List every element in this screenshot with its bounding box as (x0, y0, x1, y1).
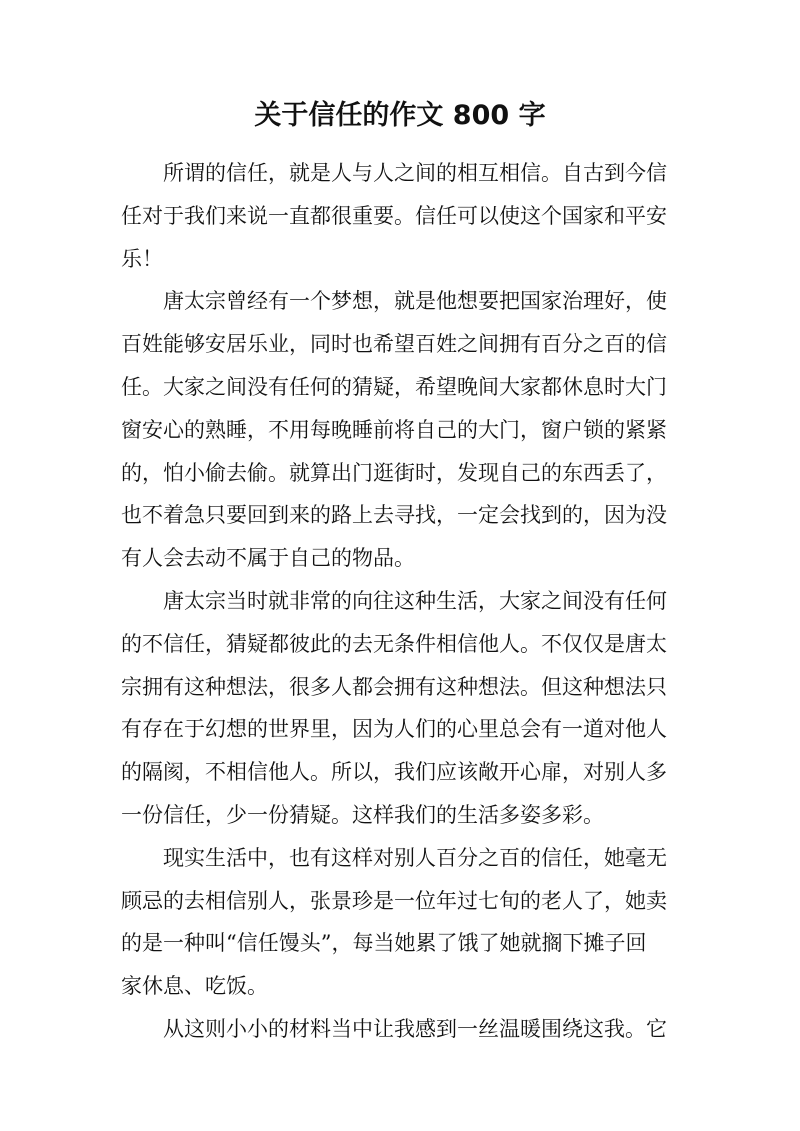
document-title: 关于信任的作文 800 字 (254, 100, 546, 131)
paragraph-1: 所谓的信任，就是人与人之间的相互相信。自古到今信 任对于我们来说一直都很重要。信任可以使这个国家和平安 乐！ (121, 161, 667, 271)
paragraph-4: 现实生活中，也有这样对别人百分之百的信任，她毫无 顾忌的去相信别人，张景珍是一位年过七旬的老人了，她卖 的是一种叫“信任馒头”，每当她累了饿了她就搁下摊子回 家休息、吃饭。 (121, 845, 667, 999)
paragraph-2: 唐太宗曾经有一个梦想，就是他想要把国家治理好，使 百姓能够安居乐业，同时也希望百姓之间拥有百分之百的信 任。大家之间没有任何的猜疑，希望晚间大家都休息时大门 窗安心的熟睡，不用每晚睡前将自己的大门，窗户锁的紧紧 的，怕小偷去偷。就算出门逛街时，发现自己的东西丢了， 也不着急只要回到来的路上去寻找，一定会找到的，因为没 有人会去动不属于自己的物品。 (121, 289, 667, 571)
document-body (121, 152, 681, 1051)
paragraph-5: 从这则小小的材料当中让我感到一丝温暖围绕这我。它 (163, 1016, 667, 1041)
paragraph-3: 唐太宗当时就非常的向往这种生活，大家之间没有任何 的不信任，猜疑都彼此的去无条件相信他人。不仅仅是唐太 宗拥有这种想法，很多人都会拥有这种想法。但这种想法只 有存在于幻想的世界里，因为人们的心里总会有一道对他人 的隔阂，不相信他人。所以，我们应该敞开心扉，对别人多 一份信任，少一份猜疑。这样我们的生活多姿多彩。 (121, 588, 667, 827)
